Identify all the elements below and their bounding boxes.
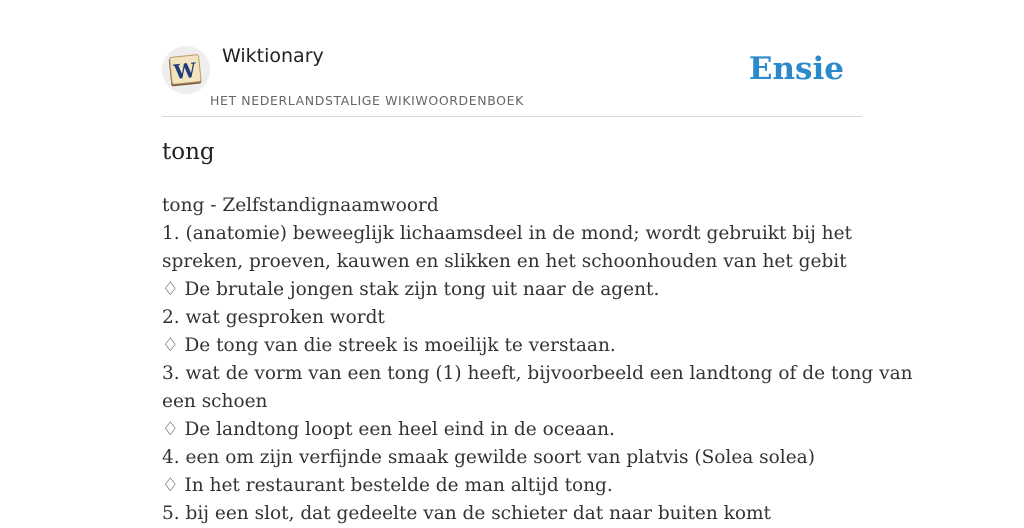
meaning-5-line: 5. bij een slot, dat gedeelte van de schieter dat naar buiten komt [162, 503, 771, 524]
meaning-3-continuation: een schoen [162, 391, 268, 412]
meaning-3-line: 3. wat de vorm van een tong (1) heeft, bijvoorbeeld een landtong of de tong van [162, 363, 913, 384]
site-header [162, 40, 862, 117]
meaning-1-line: 1. (anatomie) beweeglijk lichaamsdeel in de mond; wordt gebruikt bij het [162, 223, 852, 244]
example-2: ♢ De tong van die streek is moeilijk te verstaan. [162, 335, 616, 356]
wiktionary-logo[interactable] [162, 46, 210, 94]
page-title: tong [162, 139, 215, 165]
example-3: ♢ De landtong loopt een heel eind in de oceaan. [162, 419, 615, 440]
example-4: ♢ In het restaurant bestelde de man altijd tong. [162, 475, 613, 496]
ensie-brand-logo[interactable]: Ensie [748, 51, 844, 87]
site-name[interactable]: Wiktionary [222, 45, 324, 67]
meaning-1-continuation: spreken, proeven, kauwen en slikken en het schoonhouden van het gebit [162, 251, 847, 272]
site-tagline: HET NEDERLANDSTALIGE WIKIWOORDENBOEK [210, 93, 524, 108]
wiktionary-tile-icon [168, 54, 204, 88]
meaning-4-line: 4. een om zijn verfijnde smaak gewilde soort van platvis (Solea solea) [162, 447, 815, 468]
logo-letter: W [172, 57, 198, 85]
meaning-2-line: 2. wat gesproken wordt [162, 307, 385, 328]
word-type-line: tong - Zelfstandignaamwoord [162, 195, 439, 216]
definition-body [162, 192, 913, 528]
example-1: ♢ De brutale jongen stak zijn tong uit naar de agent. [162, 279, 660, 300]
